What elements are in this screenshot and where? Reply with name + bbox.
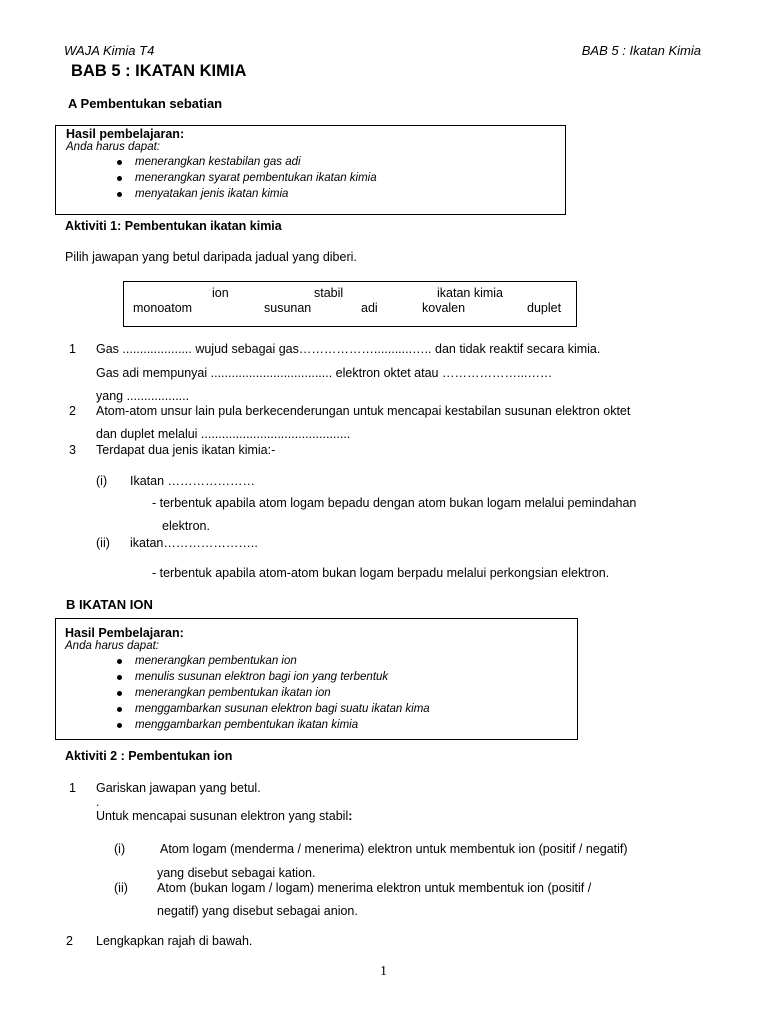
question-3-line-1: Terdapat dua jenis ikatan kimia:- [96, 443, 276, 457]
statement-ii-line-1: Atom (bukan logam / logam) menerima elektron untuk membentuk ion (positif / [157, 881, 592, 895]
word-bank-item: adi [361, 301, 378, 315]
statement-ii-line-2: negatif) yang disebut sebagai anion. [157, 904, 358, 918]
bullet-icon [117, 707, 122, 712]
header-left: WAJA Kimia T4 [64, 43, 155, 58]
sub-label: (ii) [96, 536, 110, 550]
word-bank-item: ion [212, 286, 229, 300]
outcome-item-b: menerangkan pembentukan ion [135, 655, 297, 667]
question-number: 3 [69, 443, 76, 457]
sub-label: (i) [114, 842, 126, 856]
activity-2-intro [96, 809, 352, 823]
section-a-heading: A Pembentukan sebatian [68, 96, 223, 111]
activity-2-title: Aktiviti 2 : Pembentukan ion [65, 749, 233, 763]
word-bank-item: kovalen [422, 301, 466, 315]
bullet-icon [117, 160, 122, 165]
question-2-line-2: dan duplet melalui ........................................... [96, 427, 351, 441]
statement-i-line-1: Atom logam (menderma / menerima) elektron untuk membentuk ion (positif / negatif) [160, 842, 628, 856]
activity-2-question-1: Gariskan jawapan yang betul. [96, 781, 261, 795]
bullet-icon [117, 192, 122, 197]
activity-1-title: Aktiviti 1: Pembentukan ikatan kimia [65, 219, 282, 233]
activity-2-intro-text: Untuk mencapai susunan elektron yang stabil [96, 809, 349, 823]
word-bank-item: stabil [314, 286, 344, 300]
outcomes-title-b: Hasil Pembelajaran: [65, 626, 184, 640]
word-bank-item: susunan [264, 301, 312, 315]
outcome-item-a: menerangkan syarat pembentukan ikatan kimia [135, 172, 377, 184]
activity-2-question-2: Lengkapkan rajah di bawah. [96, 934, 253, 948]
outcomes-title-a: Hasil pembelajaran: [66, 127, 185, 141]
question-1-line-2: Gas adi mempunyai ................................... elektron oktet atau ………………...…… [96, 366, 553, 380]
question-1-line-1: Gas .................... wujud sebagai gas………………...........….. dan tidak reaktif secara kimia. [96, 342, 601, 356]
bond-type-ii-desc: - terbentuk apabila atom-atom bukan logam berpadu melalui perkongsian elektron. [152, 566, 610, 580]
sub-label: (ii) [114, 881, 128, 895]
activity-2-intro-colon: : [348, 809, 353, 823]
bullet-icon [117, 723, 122, 728]
outcome-item-a: menyatakan jenis ikatan kimia [135, 188, 289, 200]
sub-label: (i) [96, 474, 108, 488]
stray-dot: . [96, 795, 100, 809]
outcomes-subtitle-a: Anda harus dapat: [66, 141, 160, 153]
question-number: 2 [66, 934, 73, 948]
question-2-line-1: Atom-atom unsur lain pula berkecenderungan untuk mencapai kestabilan susunan elektron oktet [96, 404, 631, 418]
chapter-title: BAB 5 : IKATAN KIMIA [71, 62, 247, 80]
word-bank-item: duplet [527, 301, 562, 315]
question-1-line-3: yang .................. [96, 389, 190, 403]
question-number: 2 [69, 404, 76, 418]
bullet-icon [117, 675, 122, 680]
header-right: BAB 5 : Ikatan Kimia [581, 43, 701, 58]
outcome-item-b: menerangkan pembentukan ikatan ion [135, 687, 331, 699]
question-number: 1 [69, 342, 76, 356]
bond-type-i-desc: - terbentuk apabila atom logam bepadu dengan atom bukan logam melalui pemindahan [152, 496, 637, 510]
outcome-item-b: menggambarkan susunan elektron bagi suatu ikatan kima [135, 703, 430, 715]
word-bank-item: ikatan kimia [437, 286, 503, 300]
activity-1-instruction: Pilih jawapan yang betul daripada jadual yang diberi. [65, 250, 357, 264]
bond-type-ii: ikatan………………….. [130, 536, 258, 550]
section-b-heading: B IKATAN ION [66, 597, 153, 612]
bullet-icon [117, 176, 122, 181]
outcome-item-b: menggambarkan pembentukan ikatan kimia [135, 719, 359, 731]
outcome-item-b: menulis susunan elektron bagi ion yang terbentuk [135, 671, 389, 683]
bond-type-i: Ikatan ………………… [130, 474, 256, 488]
bullet-icon [117, 691, 122, 696]
statement-i-line-2: yang disebut sebagai kation. [157, 866, 316, 880]
page-number: 1 [380, 964, 387, 979]
outcome-item-a: menerangkan kestabilan gas adi [135, 156, 301, 168]
word-bank-item: monoatom [133, 301, 193, 315]
bullet-icon [117, 659, 122, 664]
outcomes-subtitle-b: Anda harus dapat: [65, 640, 159, 652]
bond-type-i-desc-cont: elektron. [162, 519, 210, 533]
question-number: 1 [69, 781, 76, 795]
